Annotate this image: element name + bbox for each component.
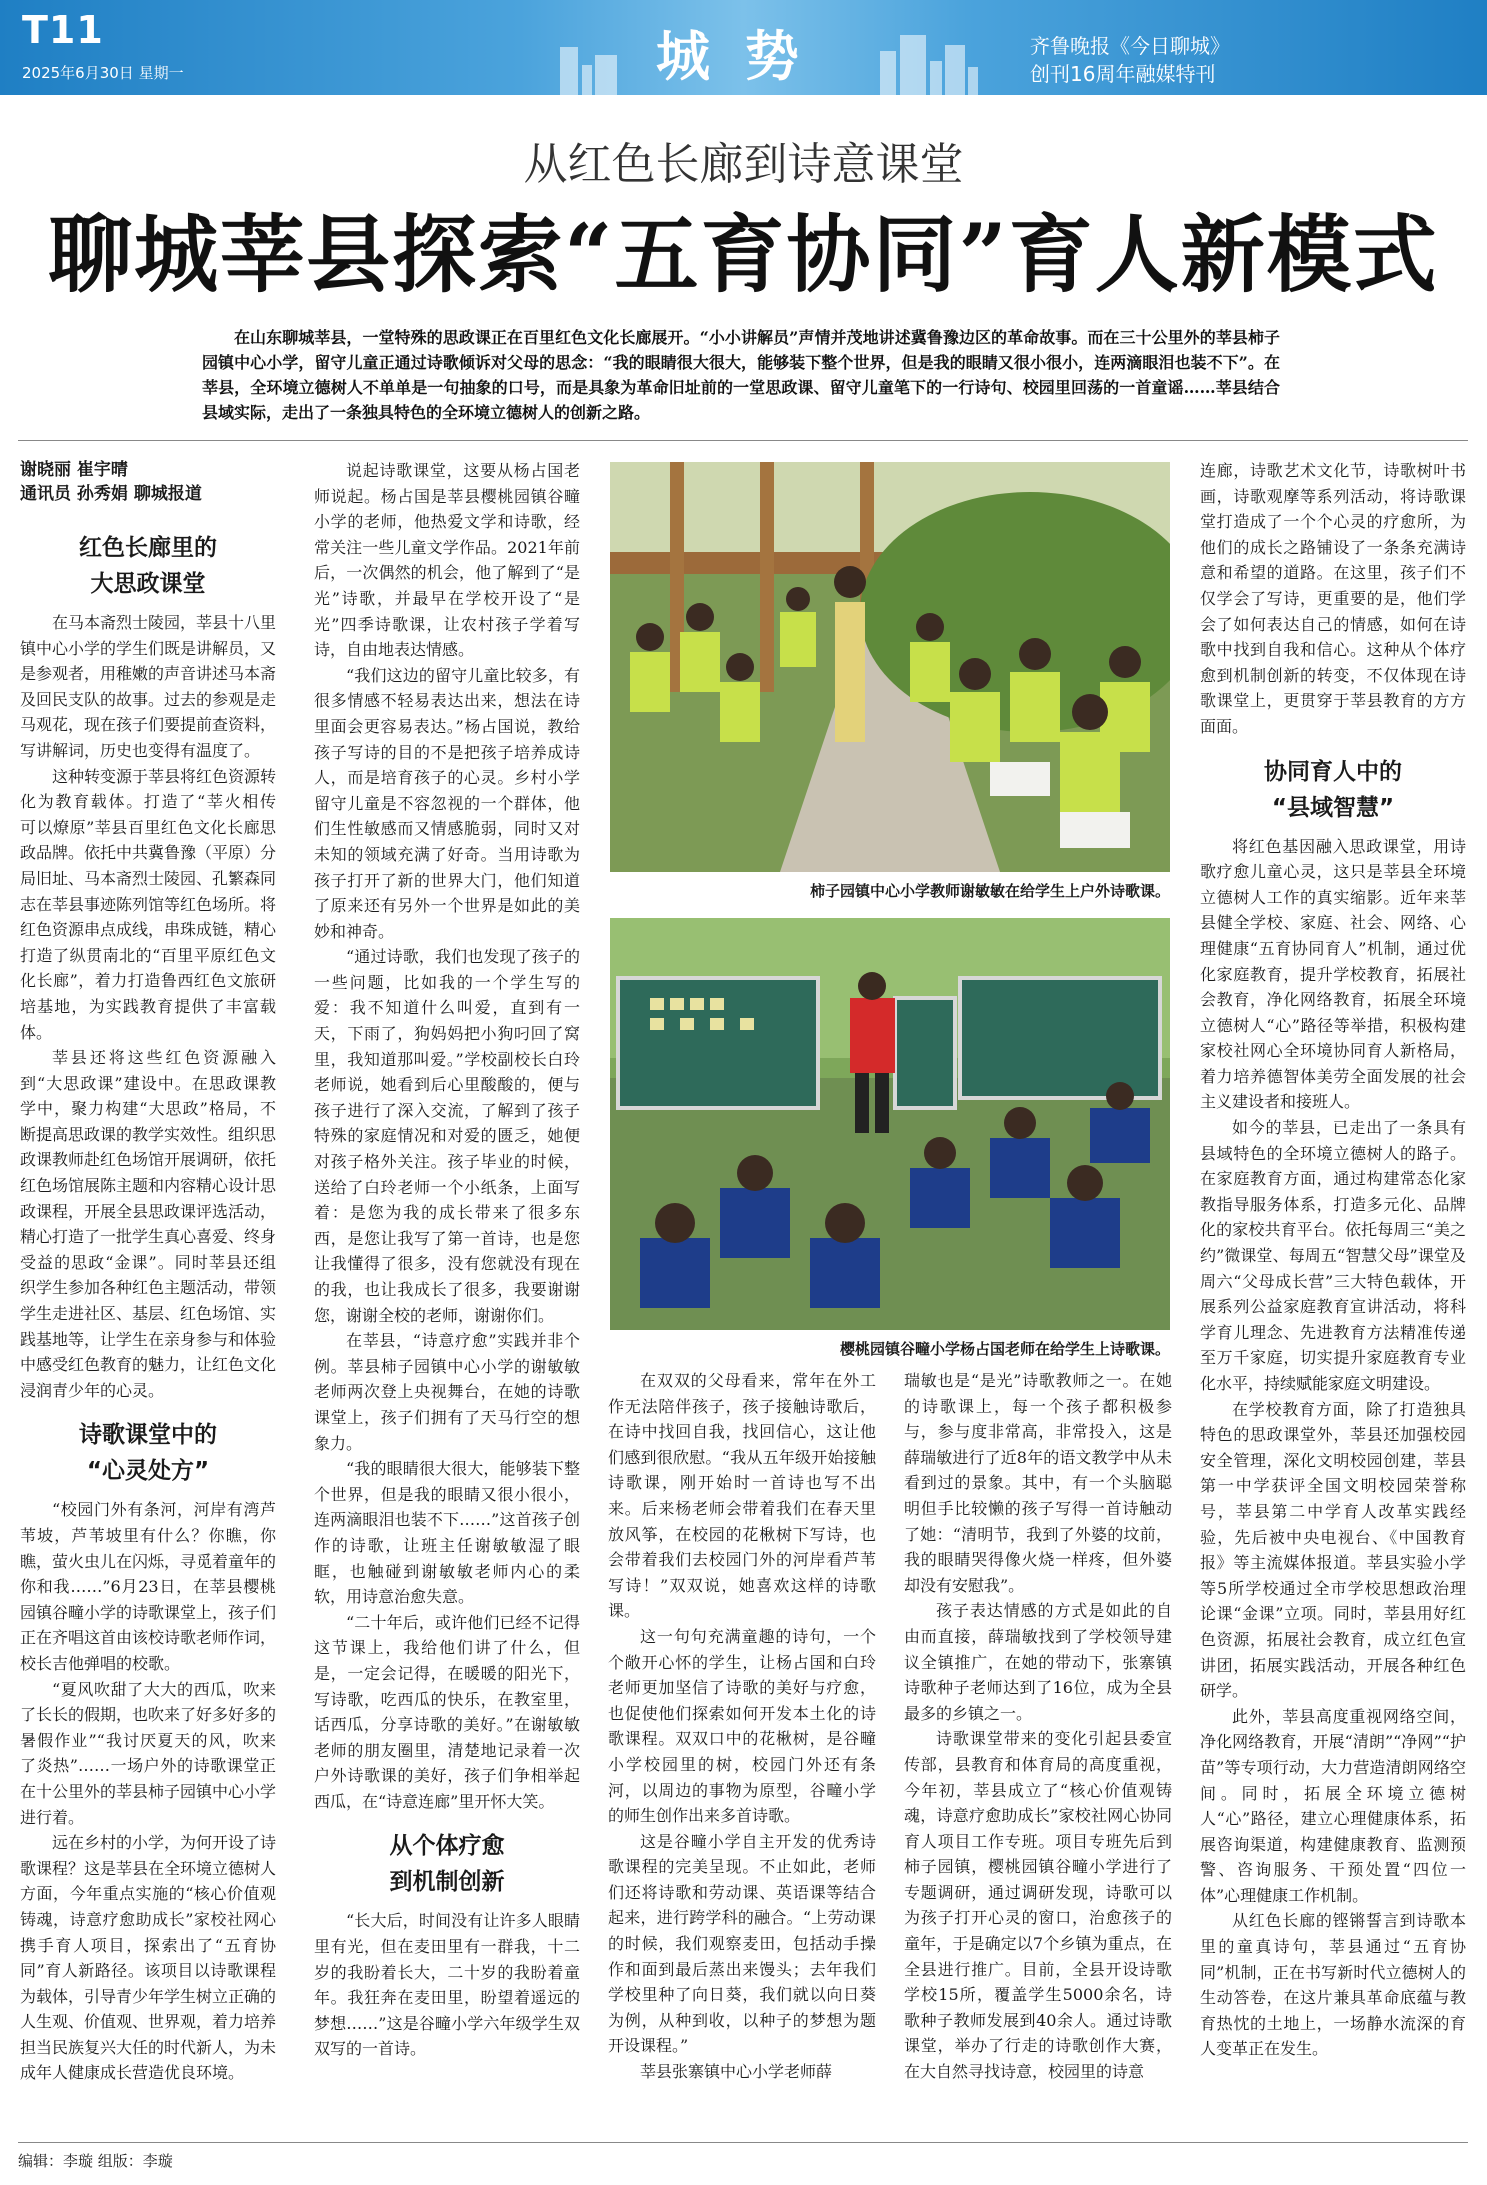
byline-reporters: 谢晓丽 崔宇晴 xyxy=(20,460,128,480)
article-headline: 聊城莘县探索“五育协同”育人新模式 xyxy=(48,205,1439,304)
column-3 xyxy=(608,1368,876,2085)
photo-outdoor-poetry-class-illustration xyxy=(610,462,1170,872)
paragraph: 莘县还将这些红色资源融入到“大思政课”建设中。在思政课教学中，聚力构建“大思政”格局，不断提高思政课的教学实效性。组织思政课教师赴红色场馆开展调研，依托红色场馆展陈主题和内容精心设计思政课程，开展全县思政课评选活动，精心打造了一批学生真心喜爱、终身受益的思政“金课”。同时莘县还组织学生参加各种红色主题活动，带领学生走进社区、基层、红色场馆、实践基地等，让学生在亲身参与和体验中感受红色教育的魅力，让红色文化浸润青少年的心灵。 xyxy=(20,1048,277,1400)
paragraph: 连廊，诗歌艺术文化节，诗歌树叶书画，诗歌观摩等系列活动，将诗歌课堂打造成了一个个心灵的疗愈所，为他们的成长之路铺设了一条条充满诗意和希望的道路。在这里，孩子们不仅学会了写诗，更重要的是，他们学会了如何表达自己的情感，如何在诗歌中找到自我和信心。这种从个体疗愈到机制创新的转变，不仅体现在诗歌课堂上，更贯穿于莘县教育的方方面面。 xyxy=(1200,461,1466,736)
subheading-red-corridor: 红色长廊里的 大思政课堂 xyxy=(79,535,217,597)
paragraph: “我的眼睛很大很大，能够装下整个世界，但是我的眼睛又很小很小，连两滴眼泪也装不下……”这首孩子创作的诗歌，让班主任谢敏敏湿了眼眶，也触碰到谢敏敏老师内心的柔软，用诗意治愈失意。 xyxy=(314,1459,580,1607)
paragraph: 这一句句充满童趣的诗句，一个个敞开心怀的学生，让杨占国和白玲老师更加坚信了诗歌的美好与疗愈，也促使他们探索如何开发本土化的诗歌课程。双双口中的花楸树，是谷疃小学校园里的树，校园门外还有条河，以周边的事物为原型，谷疃小学的师生创作出来多首诗歌。 xyxy=(608,1626,876,1826)
paragraph: 远在乡村的小学，为何开设了诗歌课程？这是莘县在全环境立德树人方面，今年重点实施的“核心价值观铸魂，诗意疗愈助成长”家校社网心携手育人项目，探索出了“五育协同”育人新路径。该项目以诗歌课程为载体，引导青少年学生树立正确的人生观、价值观、世界观，着力培养担当民族复兴大任的时代新人，为未成年人健康成长营造优良环境。 xyxy=(20,1833,277,2083)
paragraph: 从红色长廊的铿锵誓言到诗歌本里的童真诗句，莘县通过“五育协同”机制，正在书写新时代立德树人的生动答卷，在这片兼具革命底蕴与教育热忱的土地上，一场静水流深的育人变革正在发生。 xyxy=(1200,1911,1466,2059)
paragraph: “校园门外有条河，河岸有湾芦苇坡，芦苇坡里有什么？你瞧，你瞧，萤火虫儿在闪烁，寻觅着童年的你和我……”6月23日，在莘县樱桃园镇谷疃小学的诗歌课堂上，孩子们正在齐唱这首由该校诗歌老师作词，校长吉他弹唱的校歌。 xyxy=(20,1500,277,1673)
lead-divider xyxy=(18,440,1468,441)
subheading-county-wisdom: 协同育人中的 “县域智慧” xyxy=(1264,758,1402,821)
paragraph: 在学校教育方面，除了打造独具特色的思政课堂外，莘县还加强校园安全管理，深化文明校园创建，莘县第一中学获评全国文明校园荣誉称号，莘县第二中学育人改革实践经验，先后被中央电视台、《中国教育报》等主流媒体报道。莘县实验小学等5所学校通过全市学校思想政治理论课“金课”立项。同时，莘县用好红色资源，拓展社会教育，成立红色宣讲团，拓展实践活动，开展各种红色研学。 xyxy=(1200,1399,1466,1701)
paragraph: 这种转变源于莘县将红色资源转化为教育载体。打造了“莘火相传 可以燎原”莘县百里红色文化长廊思政品牌。依托中共冀鲁豫（平原）分局旧址、马本斋烈士陵园、孔繁森同志在莘县事迹陈列馆等红色场所。将红色资源串点成线，串珠成链，精心打造了纵贯南北的“百里平原红色文化长廊”，着力打造鲁西红色文旅研培基地，为实践教育提供了丰富载体。 xyxy=(20,766,293,1042)
newspaper-name: 齐鲁晚报《今日聊城》 xyxy=(1030,34,1230,58)
photo-1-caption: 柿子园镇中心小学教师谢敏敏在给学生上户外诗歌课。 xyxy=(809,882,1170,900)
column-2 xyxy=(314,458,580,2062)
paragraph: 诗歌课堂带来的变化引起县委宣传部，县教育和体育局的高度重视，今年初，莘县成立了“核心价值观铸魂，诗意疗愈助成长”家校社网心协同育人项目工作专班。项目专班先后到柿子园镇，樱桃园镇谷疃小学进行了专题调研，通过调研发现，诗歌可以为孩子打开心灵的窗口，治愈孩子的童年，于是确定以7个乡镇为重点，在全县进行推广。目前，全县开设诗歌学校15所，覆盖学生5000余名，诗歌种子教师发展到40余人。通过诗歌课堂，举办了行走的诗歌创作大赛，在大自然寻找诗意，校园里的诗意 xyxy=(904,1729,1172,2082)
article-kicker: 从红色长廊到诗意课堂 xyxy=(523,139,964,190)
paragraph: 莘县张寨镇中心小学老师薛 xyxy=(640,2062,833,2082)
section-title: 城 势 xyxy=(656,25,807,88)
paragraph: 这是谷疃小学自主开发的优秀诗歌课程的完美呈现。不止如此，老师们还将诗歌和劳动课、英语课等结合起来，进行跨学科的融合。“上劳动课的时候，我们观察麦田，包括动手操作和面到最后蒸出来馒头；去年我们学校里种了向日葵，我们就以向日葵为例，从种到收，以种子的梦想为题开设课程。” xyxy=(608,1831,876,2056)
paragraph: “我们这边的留守儿童比较多，有很多情感不轻易表达出来，想法在诗里面会更容易表达。”杨占国说，教给孩子写诗的目的不是把孩子培养成诗人，而是培育孩子的心灵。乡村小学留守儿童是不容忽视的一个群体，他们生性敏感而又情感脆弱，同时又对未知的领域充满了好奇。当用诗歌为孩子打开了新的世界大门，他们知道了原来还有另外一个世界是如此的美妙和神奇。 xyxy=(314,665,580,941)
issue-date: 2025年6月30日 星期一 xyxy=(22,64,184,82)
paragraph: 说起诗歌课堂，这要从杨占国老师说起。杨占国是莘县樱桃园镇谷疃小学的老师，他热爱文学和诗歌，经常关注一些儿童文学作品。2021年前后，一次偶然的机会，他了解到了“是光”诗歌，并最早在学校开设了“是光”四季诗歌课，让农村孩子学着写诗，自由地表达情感。 xyxy=(314,461,580,660)
column-4 xyxy=(904,1368,1172,2085)
photo-outdoor-poetry-class xyxy=(610,462,1170,872)
column-5 xyxy=(1200,458,1466,2062)
paragraph: 在莘县，“诗意疗愈”实践并非个例。莘县柿子园镇中心小学的谢敏敏老师两次登上央视舞台，在她的诗歌课堂上，孩子们拥有了天马行空的想象力。 xyxy=(314,1331,580,1453)
byline-correspondent: 通讯员 孙秀娟 聊城报道 xyxy=(20,484,202,504)
paragraph: 将红色基因融入思政课堂，用诗歌疗愈儿童心灵，这只是莘县全环境立德树人工作的真实缩影。近年来莘县健全学校、家庭、社会、网络、心理健康“五育协同育人”机制，通过优化家庭教育，提升学校教育，拓展社会教育，净化网络教育，拓展全环境立德树人“心”路径等举措，积极构建家校社网心全环境协同育人新格局，着力培养德智体美劳全面发展的社会主义建设者和接班人。 xyxy=(1200,836,1466,1112)
footer-divider xyxy=(18,2142,1468,2143)
paragraph: 瑞敏也是“是光”诗歌教师之一。在她的诗歌课上，每一个孩子都积极参与，参与度非常高，非常投入，这是薛瑞敏进行了近8年的语文教学中从未看到过的景象。其中，有一个头脑聪明但手比较懒的孩子写得一首诗触动了她：“清明节，我到了外婆的坟前，我的眼睛哭得像火烧一样疼，但外婆却没有安慰我”。 xyxy=(904,1371,1172,1595)
subheading-poetry-class: 诗歌课堂中的 “心灵处方” xyxy=(79,1422,217,1485)
paragraph: 孩子表达情感的方式是如此的自由而直接，薛瑞敏找到了学校领导建议全镇推广，在她的带动下，张寨镇诗歌种子老师达到了16位，成为全县最多的乡镇之一。 xyxy=(904,1601,1172,1723)
paragraph: “长大后，时间没有让许多人眼睛里有光，但在麦田里有一群我，十二岁的我盼着长大，二十岁的我盼着童年。我狂奔在麦田里，盼望着遥远的梦想……”这是谷疃小学六年级学生双双写的一首诗。 xyxy=(314,1911,580,2059)
photo-2-caption: 樱桃园镇谷疃小学杨占国老师在给学生上诗歌课。 xyxy=(839,1340,1170,1358)
paragraph: 如今的莘县，已走出了一条具有县域特色的全环境立德树人的路子。在家庭教育方面，通过构建常态化家教指导服务体系，打造多元化、品牌化的家校共育平台。依托每周三“美之约”微课堂、每周五“智慧父母”课堂及周六“父母成长营”三大特色载体，开展系列公益家庭教育宣讲活动，将科学育儿理念、先进教育方法精准传递至万千家庭，切实提升家庭教育专业化水平，持续赋能家庭文明建设。 xyxy=(1200,1118,1466,1393)
paragraph: “夏风吹甜了大大的西瓜，吹来了长长的假期，也吹来了好多好多的暑假作业”“我讨厌夏天的风，吹来了炎热”……一场户外的诗歌课堂正在十公里外的莘县柿子园镇中心小学进行着。 xyxy=(20,1679,277,1827)
editor-credits: 编辑：李璇 组版：李璇 xyxy=(18,2152,173,2170)
paragraph: 在双双的父母看来，常年在外工作无法陪伴孩子，孩子接触诗歌后，在诗中找回自我，找回信心，这让他们感到很欣慰。“我从五年级开始接触诗歌课，刚开始时一首诗也写不出来。后来杨老师会带着我们在春天里放风筝，在校园的花楸树下写诗，也会带着我们去校园门外的河岸看芦苇写诗！”双双说，她喜欢这样的诗歌课。 xyxy=(608,1371,876,1621)
photo-classroom-poetry-lesson-illustration xyxy=(610,918,1170,1330)
paragraph: “通过诗歌，我们也发现了孩子的一些问题，比如我的一个学生写的爱：我不知道什么叫爱，直到有一天，下雨了，狗妈妈把小狗叼回了窝里，我知道那叫爱。”学校副校长白玲老师说，她看到后心里酸酸的，便与孩子进行了深入交流，了解到了孩子特殊的家庭情况和对爱的匮乏，她便对孩子格外关注。孩子毕业的时候，送给了白玲老师一个小纸条，上面写着：是您为我的成长带来了很多东西，是您让我写了第一首诗，也是您让我懂得了很多，没有您就没有现在的我，也让我成长了很多，我要谢谢您，谢谢全校的老师，谢谢你们。 xyxy=(314,947,580,1325)
paragraph: 此外，莘县高度重视网络空间，净化网络教育，开展“清朗”“净网”“护苗”等专项行动，大力营造清朗网络空间。同时，拓展全环境立德树人“心”路径，建立心理健康体系，拓展咨询渠道，构建健康教育、监测预警、咨询服务、干预处置“四位一体”心理健康工作机制。 xyxy=(1200,1706,1466,1905)
article-lead: 在山东聊城莘县，一堂特殊的思政课正在百里红色文化长廊展开。“小小讲解员”声情并茂地讲述冀鲁豫边区的革命故事。而在三十公里外的莘县柿子园镇中心小学，留守儿童正通过诗歌倾诉对父母的思念：“我的眼睛很大很大，能够装下整个世界，但是我的眼睛又很小很小，连两滴眼泪也装不下”。在莘县，全环境立德树人不单单是一句抽象的口号，而是具象为革命旧址前的一堂思政课、留守儿童笔下的一行诗句、校园里回荡的一首童谣……莘县结合县域实际，走出了一条独具特色的全环境立德树人的创新之路。 xyxy=(202,328,1280,422)
subheading-mechanism: 从个体疗愈 到机制创新 xyxy=(389,1833,505,1896)
column-1 xyxy=(20,458,293,2086)
page-number: T11 xyxy=(22,8,104,52)
special-edition-label: 创刊16周年融媒特刊 xyxy=(1030,62,1216,86)
photo-classroom-poetry-lesson xyxy=(610,918,1170,1330)
paragraph: 在马本斋烈士陵园，莘县十八里镇中心小学的学生们既是讲解员，又是参观者，用稚嫩的声音讲述马本斋及回民支队的故事。过去的参观是走马观花，现在孩子们要提前查资料，写讲解词，历史也变得有温度了。 xyxy=(20,613,277,760)
paragraph: “二十年后，或许他们已经不记得这节课上，我给他们讲了什么，但是，一定会记得，在暖暖的阳光下，写诗歌，吃西瓜的快乐，在教室里，话西瓜，分享诗歌的美好。”在谢敏敏老师的朋友圈里，清楚地记录着一次户外诗歌课的美好，孩子们争相举起西瓜，在“诗意连廊”里开怀大笑。 xyxy=(314,1612,580,1811)
